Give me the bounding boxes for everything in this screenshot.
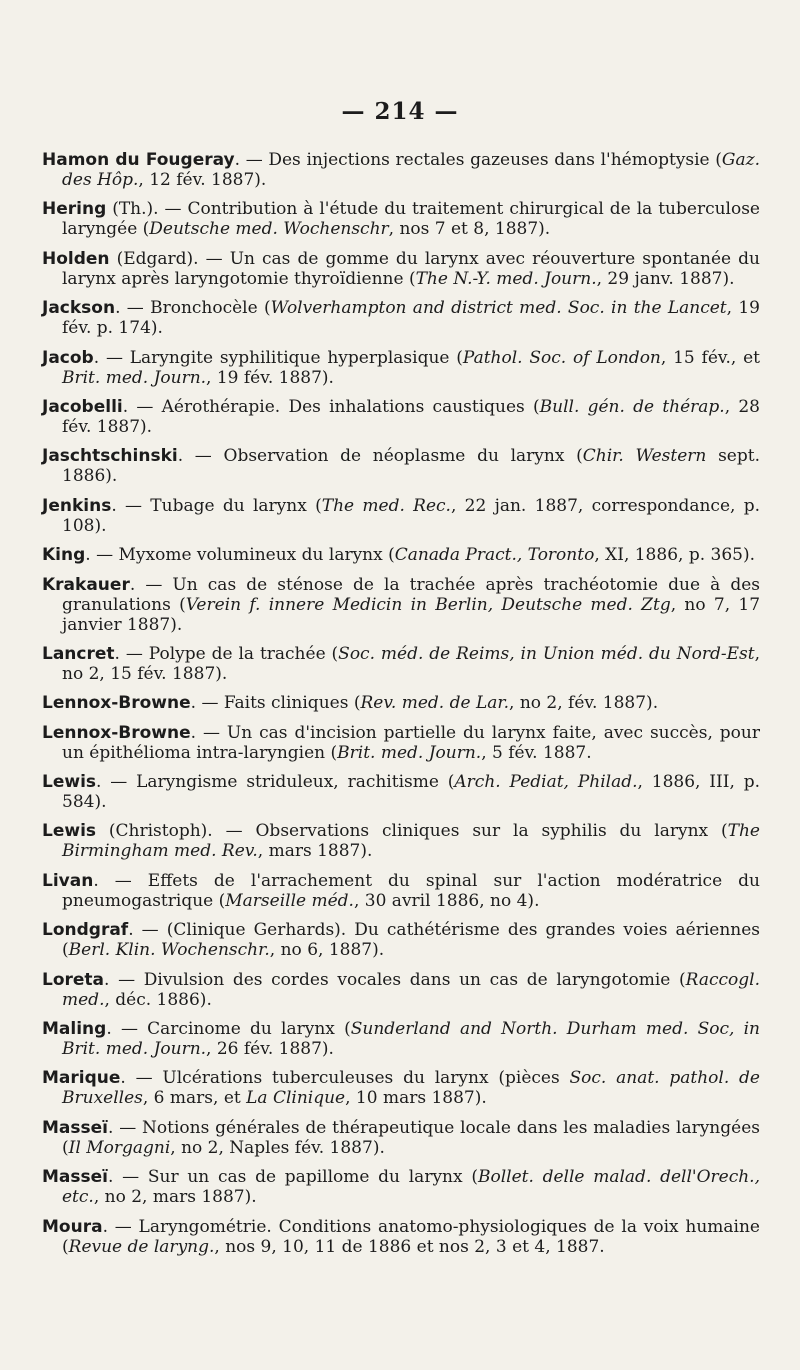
bibliography-entry (42, 1167, 760, 1207)
entry-text: , 1886, III, p. 584). (62, 772, 760, 813)
entry-source-title: Sunderland and North. Durham med. Soc, in Brit. med. Journ. (62, 1019, 760, 1060)
entry-text: , 19 fév. 1887). (206, 367, 334, 388)
entry-text: . — Des injections rectales gazeuses dans l'hémoptysie ( (234, 150, 722, 170)
bibliography-entry (42, 1068, 760, 1108)
bibliography-entry (42, 575, 760, 635)
entry-source-title: Verein f. innere Medicin in Berlin, Deutsche med. Ztg (185, 594, 671, 615)
bibliography-entry (42, 397, 760, 437)
entry-author: Jacob (42, 347, 94, 368)
bibliography-entry (42, 446, 760, 486)
entry-text: . — Notions générales de thérapeutique locale dans les maladies laryngées ( (62, 1117, 760, 1158)
bibliography-entry (42, 545, 760, 565)
entry-text: , XI, 1886, p. 365). (594, 545, 755, 566)
entry-text: , no 6, 1887). (269, 940, 385, 961)
entry-text: . — Myxome volumineux du larynx ( (85, 545, 395, 566)
entry-source-title: Brit. med. Journ. (62, 367, 207, 388)
entry-text: , 26 fév. 1887). (206, 1039, 334, 1060)
entry-source-title: Gaz. des Hôp. (62, 150, 760, 190)
bibliography-entry (42, 496, 760, 536)
entry-text: (Christoph). — Observations cliniques sur la syphilis du larynx ( (96, 821, 728, 842)
bibliography-entry (42, 249, 760, 289)
entry-source-title: Brit. med. Journ. (337, 742, 482, 763)
entry-text: . — Divulsion des cordes vocales dans un cas de laryngotomie ( (104, 969, 686, 990)
entry-source-title: La Clinique (246, 1088, 346, 1109)
entry-text: . — Sur un cas de papillome du larynx ( (107, 1167, 478, 1188)
entry-author: Jacobelli (42, 396, 123, 417)
entry-text: . — Un cas de sténose de la trachée après trachéotomie due à des granulations ( (62, 574, 760, 615)
entry-text: , no 2, 15 fév. 1887). (62, 643, 760, 684)
entry-source-title: Soc. anat. pathol. de Bruxelles (62, 1068, 760, 1109)
entry-text: . — Effets de l'arrachement du spinal sur l'action modératrice du pneumogastrique ( (62, 870, 760, 911)
entry-text: . — Faits cliniques ( (190, 693, 361, 714)
entry-text: . — Aérothérapie. Des inhalations caustiques ( (122, 396, 540, 417)
entry-text: , 29 janv. 1887). (596, 268, 735, 289)
entry-source-title: The Birmingham med. Rev. (62, 821, 760, 862)
bibliography-entry (42, 920, 760, 960)
entry-source-title: Revue de laryng. (68, 1236, 215, 1257)
entry-source-title: Soc. méd. de Reims, in Union méd. du Nord-Est (338, 643, 755, 664)
entry-source-title: Bollet. delle malad. dell'Orech., etc. (62, 1167, 760, 1208)
entry-text: . — Carcinome du larynx ( (106, 1019, 351, 1040)
entry-author: King (42, 545, 86, 566)
bibliography-list (42, 150, 760, 1266)
entry-text: , nos 7 et 8, 1887). (388, 219, 551, 240)
entry-text: , 5 fév. 1887. (481, 742, 592, 763)
bibliography-entry (42, 298, 760, 338)
entry-source-title: Deutsche med. Wochenschr (149, 219, 389, 240)
entry-source-title: Berl. Klin. Wochenschr. (68, 940, 270, 961)
entry-author: Hering (42, 199, 107, 220)
entry-author: Lennox-Browne (42, 693, 191, 714)
entry-text: . — (Clinique Gerhards). Du cathétérisme des grandes voies aériennes ( (62, 920, 760, 961)
entry-text: . — Laryngométrie. Conditions anatomo-physiologiques de la voix humaine ( (62, 1216, 760, 1257)
entry-author: Lewis (42, 821, 97, 842)
entry-text: , no 2, Naples fév. 1887). (170, 1137, 385, 1158)
entry-text: . — Bronchocèle ( (115, 298, 271, 319)
entry-text: sept. 1886). (62, 446, 760, 487)
entry-author: Lancret (42, 643, 115, 664)
bibliography-entry (42, 1019, 760, 1059)
entry-source-title: Raccogl. med. (62, 969, 760, 1010)
entry-author: Jaschtschinski (42, 446, 178, 467)
entry-source-title: Canada Pract., Toronto (394, 545, 595, 566)
entry-text: , mars 1887). (257, 841, 373, 862)
bibliography-entry (42, 348, 760, 388)
entry-text: , no 2, fév. 1887). (509, 693, 659, 714)
entry-source-title: Marseille méd. (225, 890, 354, 911)
page-number: — 214 — (341, 98, 459, 125)
entry-text: (Edgard). — Un cas de gomme du larynx avec réouverture spontanée du larynx après laryngotomie thyroïdienne ( (62, 248, 760, 289)
entry-author: Jenkins (42, 495, 112, 516)
entry-author: Masseï (42, 1167, 108, 1188)
entry-source-title: Arch. Pediat, Philad. (454, 772, 638, 793)
entry-text: , déc. 1886). (104, 989, 212, 1010)
entry-text: , 12 fév. 1887). (138, 170, 267, 190)
entry-source-title: Il Morgagni (68, 1137, 171, 1158)
entry-author: Livan (42, 870, 94, 891)
entry-source-title: Pathol. Soc. of London (462, 347, 661, 368)
entry-author: Marique (42, 1068, 121, 1089)
bibliography-entry (42, 772, 760, 812)
entry-source-title: Bull. gén. de thérap. (539, 396, 725, 417)
bibliography-entry (42, 871, 760, 911)
entry-text: , 6 mars, et (142, 1088, 247, 1109)
entry-text: . — Polype de la trachée ( (114, 643, 339, 664)
entry-text: , 30 avril 1886, no 4). (353, 890, 540, 911)
entry-source-title: Wolverhampton and district med. Soc. in the Lancet (270, 298, 727, 319)
entry-author: Loreta (42, 969, 105, 990)
entry-author: Holden (42, 248, 110, 269)
entry-text: . — Un cas d'incision partielle du larynx faite, avec succès, pour un épithélioma intra-laryngien ( (62, 722, 760, 763)
entry-text: . — Tubage du larynx ( (111, 495, 322, 516)
entry-source-title: Chir. Western (582, 446, 707, 467)
entry-text: , 10 mars 1887). (345, 1088, 487, 1109)
entry-source-title: Rev. med. de Lar. (360, 693, 510, 714)
entry-author: Jackson (42, 298, 116, 319)
entry-source-title: The med. Rec. (321, 495, 451, 516)
bibliography-entry (42, 199, 760, 239)
entry-source-title: The N.-Y. med. Journ. (415, 268, 597, 289)
bibliography-entry (42, 693, 760, 713)
bibliography-entry (42, 723, 760, 763)
entry-text: , nos 9, 10, 11 de 1886 et nos 2, 3 et 4, 1887. (214, 1236, 605, 1257)
bibliography-entry (42, 150, 760, 190)
entry-author: Lewis (42, 772, 97, 793)
bibliography-entry (42, 1217, 760, 1257)
entry-text: , 19 fév. p. 174). (62, 298, 760, 339)
entry-author: Krakauer (42, 574, 130, 595)
entry-text: (Th.). — Contribution à l'étude du traitement chirurgical de la tuberculose laryngée ( (62, 199, 760, 240)
bibliography-entry (42, 644, 760, 684)
bibliography-entry (42, 970, 760, 1010)
entry-text: . — Ulcérations tuberculeuses du larynx (pièces (120, 1068, 570, 1089)
entry-text: , 22 jan. 1887, correspondance, p. 108). (62, 495, 760, 536)
entry-author: Masseï (42, 1117, 108, 1138)
entry-text: , 15 fév., et (660, 347, 760, 368)
entry-text: . — Laryngisme striduleux, rachitisme ( (96, 772, 455, 793)
entry-author: Hamon du Fougeray (42, 150, 235, 170)
entry-text: , no 2, mars 1887). (93, 1187, 257, 1208)
entry-text: . — Laryngite syphilitique hyperplasique ( (93, 347, 463, 368)
bibliography-entry (42, 1118, 760, 1158)
entry-author: Maling (42, 1019, 107, 1040)
entry-text: . — Observation de néoplasme du larynx ( (177, 446, 583, 467)
bibliography-entry (42, 821, 760, 861)
entry-text: , no 7, 17 janvier 1887). (62, 594, 761, 635)
entry-author: Lennox-Browne (42, 722, 191, 743)
entry-author: Moura (42, 1216, 103, 1237)
entry-author: Londgraf (42, 920, 129, 941)
entry-text: , 28 fév. 1887). (62, 396, 760, 437)
